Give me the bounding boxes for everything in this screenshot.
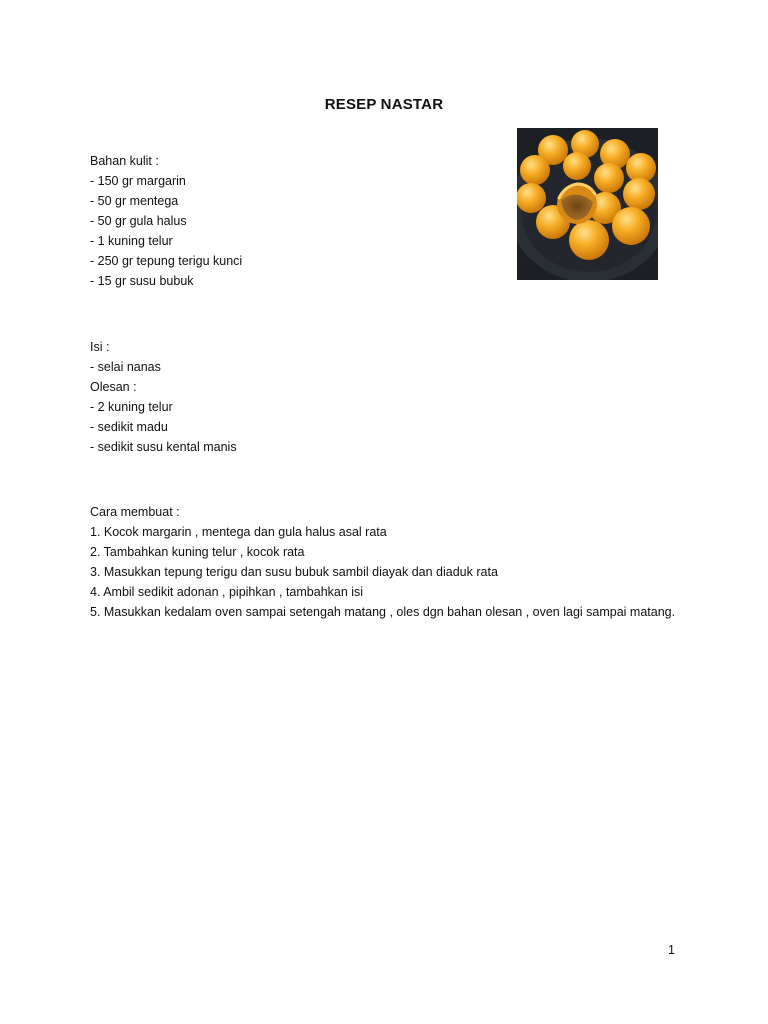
list-item: - 150 gr margarin: [90, 174, 186, 188]
list-item: - 50 gr mentega: [90, 194, 179, 208]
ingredients-kulit: [90, 151, 242, 291]
section-heading: Bahan kulit :: [90, 154, 159, 168]
list-item: - 2 kuning telur: [90, 400, 173, 414]
ingredients-isi-olesan: [90, 337, 237, 457]
list-item: - 1 kuning telur: [90, 234, 173, 248]
step-item: 5. Masukkan kedalam oven sampai setengah matang , oles dgn bahan olesan , oven lagi sampai matang.: [90, 605, 676, 619]
section-heading: Isi :: [90, 340, 110, 354]
list-item: - 15 gr susu bubuk: [90, 274, 194, 288]
step-item: 2. Tambahkan kuning telur , kocok rata: [90, 545, 305, 559]
nastar-photo: [517, 128, 658, 280]
list-item: - selai nanas: [90, 360, 161, 374]
list-item: - sedikit susu kental manis: [90, 440, 237, 454]
section-heading: Olesan :: [90, 380, 137, 394]
step-item: 1. Kocok margarin , mentega dan gula halus asal rata: [90, 525, 387, 539]
step-item: 4. Ambil sedikit adonan , pipihkan , tambahkan isi: [90, 585, 364, 599]
list-item: - 50 gr gula halus: [90, 214, 187, 228]
step-item: 3. Masukkan tepung terigu dan susu bubuk sambil diayak dan diaduk rata: [90, 565, 498, 579]
page-number: 1: [668, 943, 675, 957]
page-title: RESEP NASTAR: [324, 96, 444, 113]
section-heading: Cara membuat :: [90, 505, 180, 519]
list-item: - 250 gr tepung terigu kunci: [90, 254, 243, 268]
list-item: - sedikit madu: [90, 420, 168, 434]
nastar-cookies-illustration: [517, 128, 658, 280]
cooking-steps: [90, 502, 675, 622]
